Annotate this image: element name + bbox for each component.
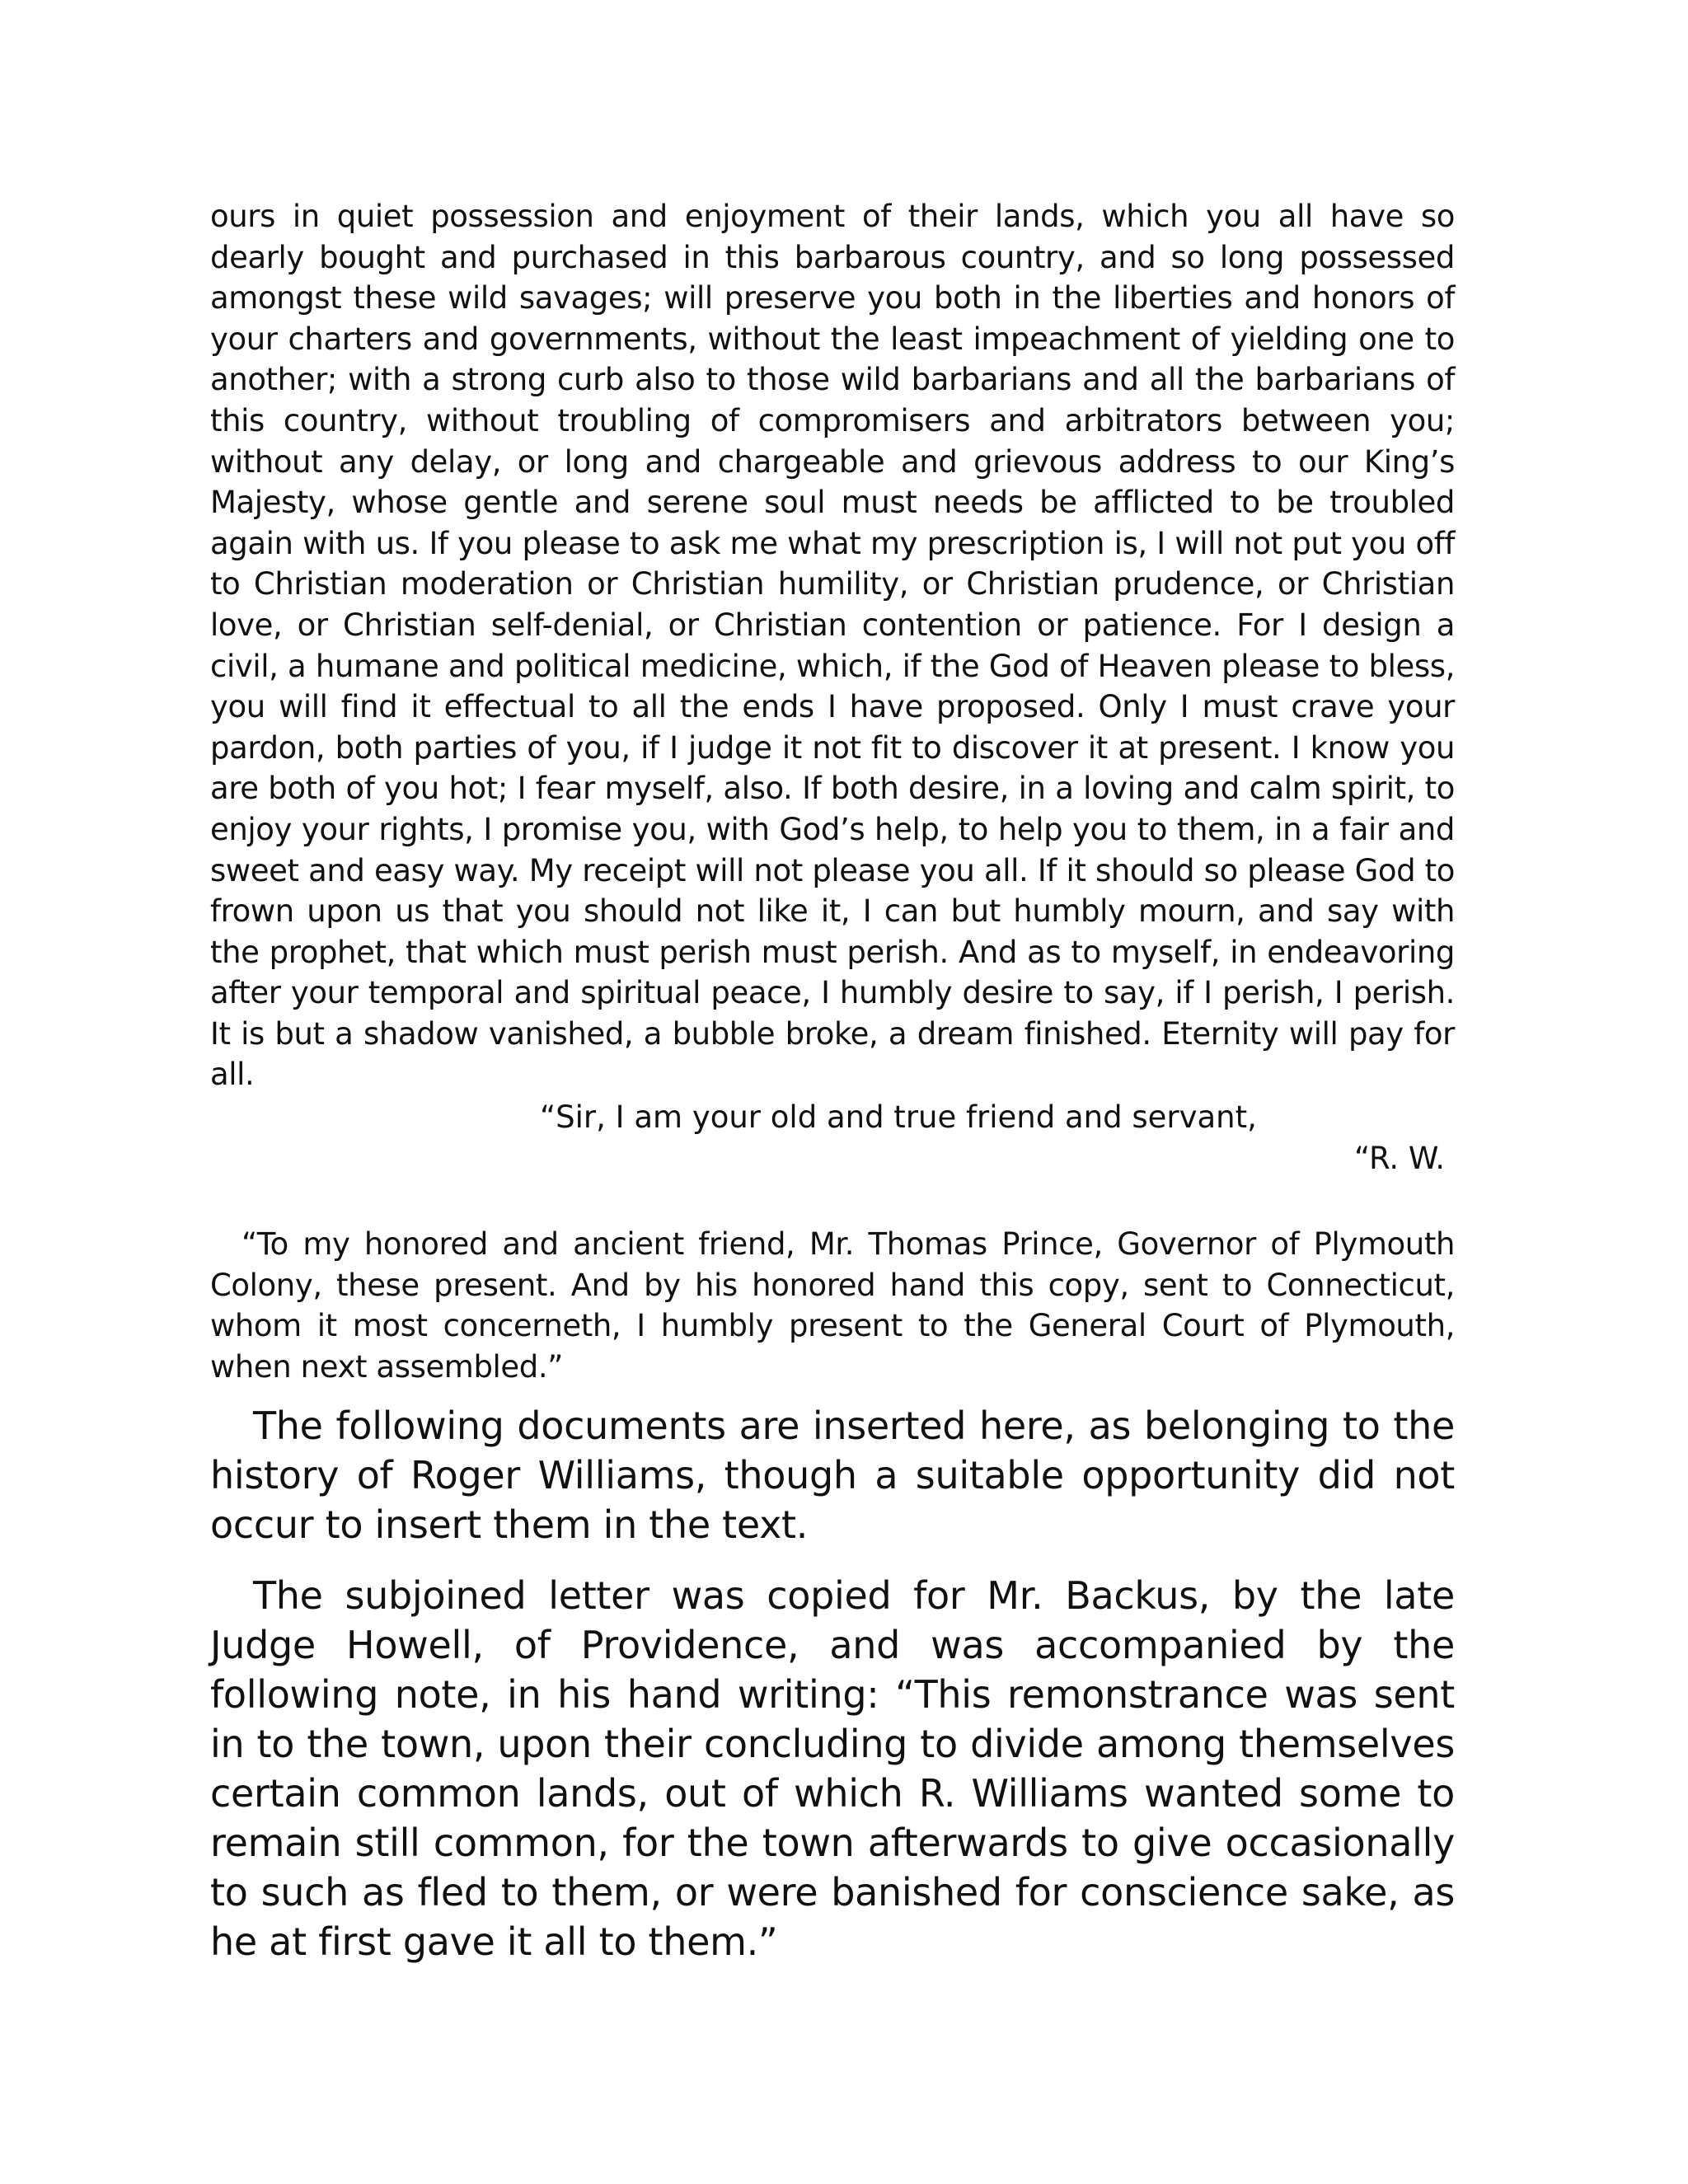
letter-closing: “Sir, I am your old and true friend and servant, xyxy=(540,1099,1257,1136)
narrative-paragraph-1: The following documents are inserted here, as belonging to the history of Roger Williams, though a suitable opportunity did not occur to insert them in the text. xyxy=(210,1403,1455,1547)
letter-body: ours in quiet possession and enjoyment of their lands, which you all have so dearly bought and purchased in this barbarous country, and so long possessed amongst these wild savages; will preserve you both in the liberties and honors of your charters and governments, without the least impeachment of yielding one to another; with a strong curb also to those wild barbarians and all the barbarians of this country, without troubling of compromisers and arbitrators between you; without any delay, or long and chargeable and grievous address to our King’s Majesty, whose gentle and serene soul must needs be afflicted to be troubled again with us. If you please to ask me what my prescription is, I will not put you off to Christian moderation or Christian humility, or Christian prudence, or Christian love, or Christian self-denial, or Christian contention or patience. For I design a civil, a humane and political medicine, which, if the God of Heaven please to bless, you will find it effectual to all the ends I have proposed. Only I must crave your pardon, both parties of you, if I judge it not fit to discover it at present. I know you are both of you hot; I fear myself, also. If both desire, in a loving and calm spirit, to enjoy your rights, I promise you, with God’s help, to help you to them, in a fair and sweet and easy way. My receipt will not please you all. If it should so please God to frown upon us that you should not like it, I can but humbly mourn, and say with the prophet, that which must perish must perish. And as to myself, in endeavoring after your temporal and spiritual peace, I humbly desire to say, if I perish, I perish. It is but a shadow vanished, a bubble broke, a dream finished. Eternity will pay for all. xyxy=(210,199,1455,1093)
letter-signature: “R. W. xyxy=(1353,1140,1445,1176)
document-page xyxy=(210,196,1455,1966)
letter-address: “To my honored and ancient friend, Mr. Thomas Prince, Governor of Plymouth Colony, these present. And by his honored hand this copy, sent to Connecticut, whom it most concerneth, I humbly present to the General Court of Plymouth, when next assembled.” xyxy=(210,1226,1455,1385)
narrative-paragraph-2: The subjoined letter was copied for Mr. Backus, by the late Judge Howell, of Providence, and was accompanied by the following note, in his hand writing: “This remonstrance was sent in to the town, upon their concluding to divide among themselves certain common lands, out of which R. Williams wanted some to remain still common, for the town afterwards to give occasionally to such as fled to them, or were banished for conscience sake, as he at first gave it all to them.” xyxy=(210,1572,1455,1964)
